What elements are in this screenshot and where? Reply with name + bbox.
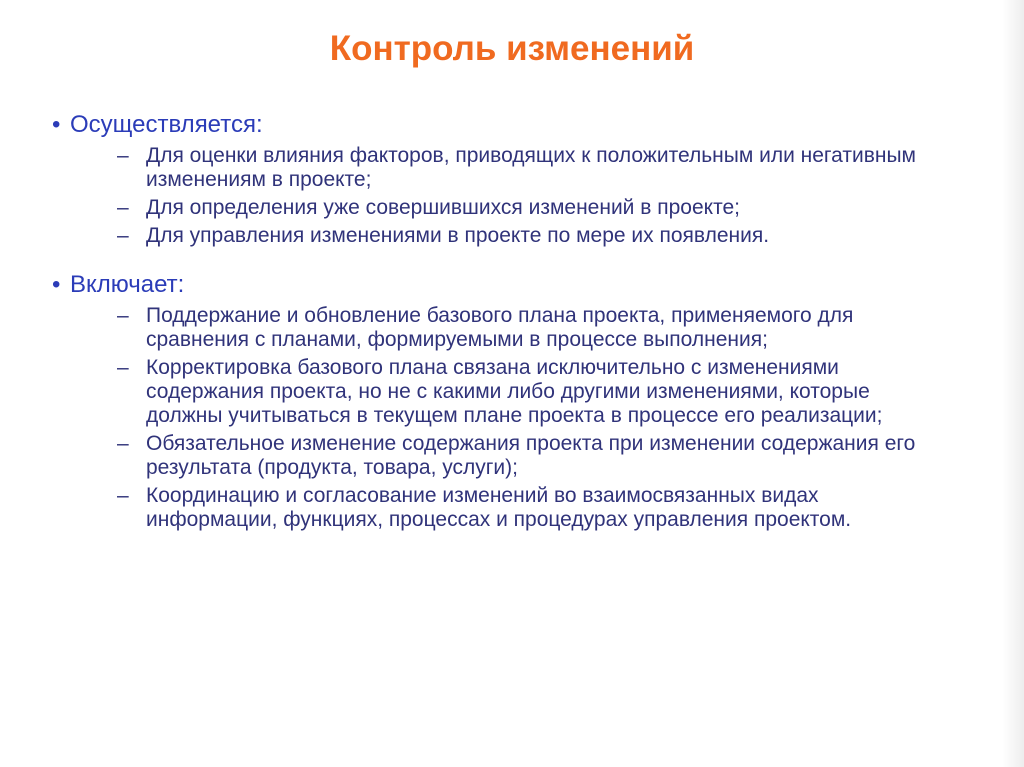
list-item [52, 144, 932, 192]
dash-icon: – [117, 224, 129, 247]
list-item [52, 432, 932, 480]
section-heading [52, 110, 932, 140]
section-heading [52, 270, 932, 300]
sub-list [52, 144, 932, 248]
list-item [52, 304, 932, 352]
list-item-text: Для определения уже совершившихся изменений в проекте; [146, 196, 740, 219]
sub-list [52, 304, 932, 532]
section-includes [52, 270, 932, 532]
list-item [52, 224, 932, 248]
section-heading-text: Осуществляется: [70, 111, 263, 138]
slide-title: Контроль изменений [329, 29, 695, 68]
dash-icon: – [117, 144, 129, 167]
dash-icon: – [117, 432, 129, 455]
list-item [52, 484, 932, 532]
list-item [52, 196, 932, 220]
list-item-text: Поддержание и обновление базового плана проекта, применяемого для сравнения с планами, формируемыми в процессе выполнения; [146, 304, 854, 351]
list-item-text: Для оценки влияния факторов, приводящих к положительным или негативным изменениям в проекте; [146, 144, 916, 191]
list-item-text: Корректировка базового плана связана исключительно с изменениями содержания проекта, но не с какими либо другими изменениями, которые должны учитываться в текущем плане проекта в процессе его реализации; [146, 356, 883, 427]
dash-icon: – [117, 196, 129, 219]
slide-body [52, 110, 932, 536]
section-performed [52, 110, 932, 248]
dash-icon: – [117, 484, 129, 507]
list-item-text: Для управления изменениями в проекте по мере их появления. [146, 224, 770, 247]
section-heading-text: Включает: [70, 271, 185, 298]
list-item-text: Координацию и согласование изменений во взаимосвязанных видах информации, функциях, процессах и процедурах управления проектом. [146, 484, 852, 531]
dash-icon: – [117, 304, 129, 327]
bullet-icon: • [52, 271, 61, 298]
list-item-text: Обязательное изменение содержания проекта при изменении содержания его результата (продукта, товара, услуги); [146, 432, 916, 479]
list-item [52, 356, 932, 428]
dash-icon: – [117, 356, 129, 379]
bullet-icon: • [52, 111, 61, 138]
